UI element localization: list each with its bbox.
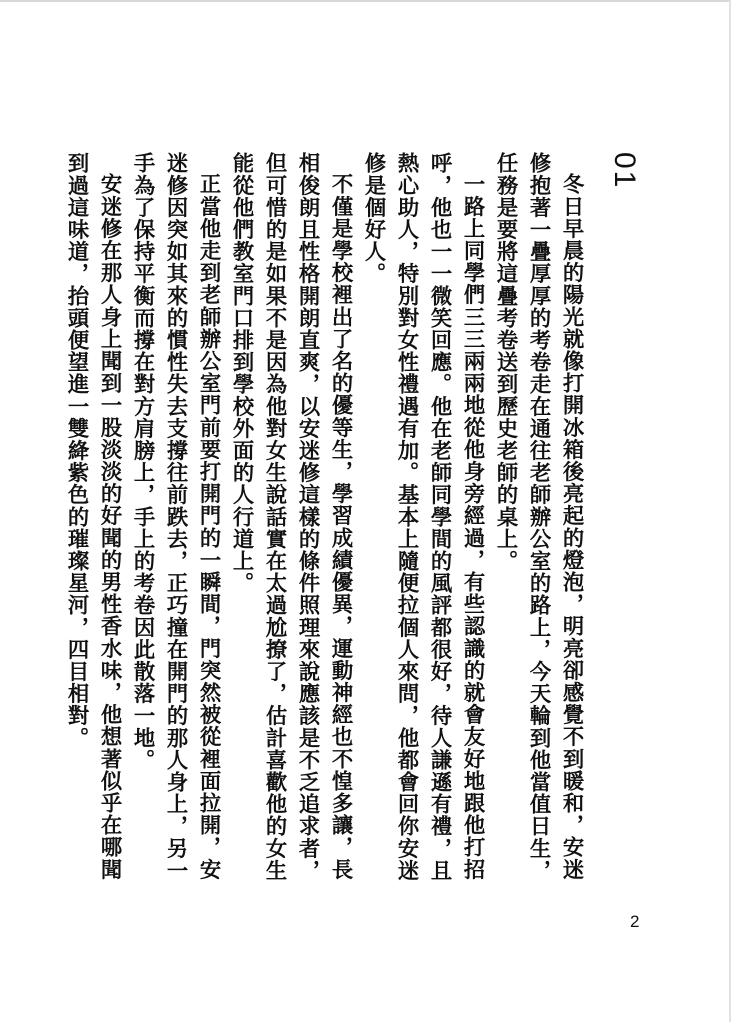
chapter-number: 01 bbox=[608, 152, 641, 190]
page-top-border bbox=[0, 0, 731, 2]
paragraph-4: 正當他走到老師辦公室門前要打開門的一瞬間，門突然被從裡面拉開，安迷修因突如其來的慣性失去支撐往前跌去，正巧撞在開門的那人身上，另一手為了保持平衡而撐在對方肩膀上，手上的考卷因此散落一地。 bbox=[130, 152, 221, 882]
page-number: 2 bbox=[630, 912, 640, 931]
paragraph-3: 不僅是學校裡出了名的優等生，學習成績優異，運動神經也不惶多讓，長相俊朗且性格開朗直爽，以安迷修這樣的條件照理來說應該是不乏追求者，但可惜的是如果不是因為他對女生說話實在太過尬撩了，估計喜歡他的女生能從他們教室門口排到學校外面的人行道上。 bbox=[229, 152, 353, 882]
paragraph-5: 安迷修在那人身上聞到一股淡淡的好聞的男性香水味，他想著似乎在哪聞到過這味道，抬頭便望進一雙絳紫色的璀璨星河，四目相對。 bbox=[64, 152, 122, 881]
paragraph-1: 冬日早晨的陽光就像打開冰箱後亮起的燈泡，明亮卻感覺不到暖和，安迷修抱著一疊厚厚的考卷走在通往老師辦公室的路上，今天輪到他當值日生，任務是要將這疊考卷送到歷史老師的桌上。 bbox=[493, 152, 584, 882]
paragraph-2: 一路上同學們三三兩兩地從他身旁經過，有些認識的就會友好地跟他打招呼，他也一一微笑回應。他在老師同學間的風評都很好，待人謙遜有禮，且熱心助人，特別對女性禮遇有加。基本上隨便拉個人來問，他都會回你安迷修是個好人。 bbox=[361, 152, 485, 882]
chapter-body bbox=[64, 152, 588, 892]
